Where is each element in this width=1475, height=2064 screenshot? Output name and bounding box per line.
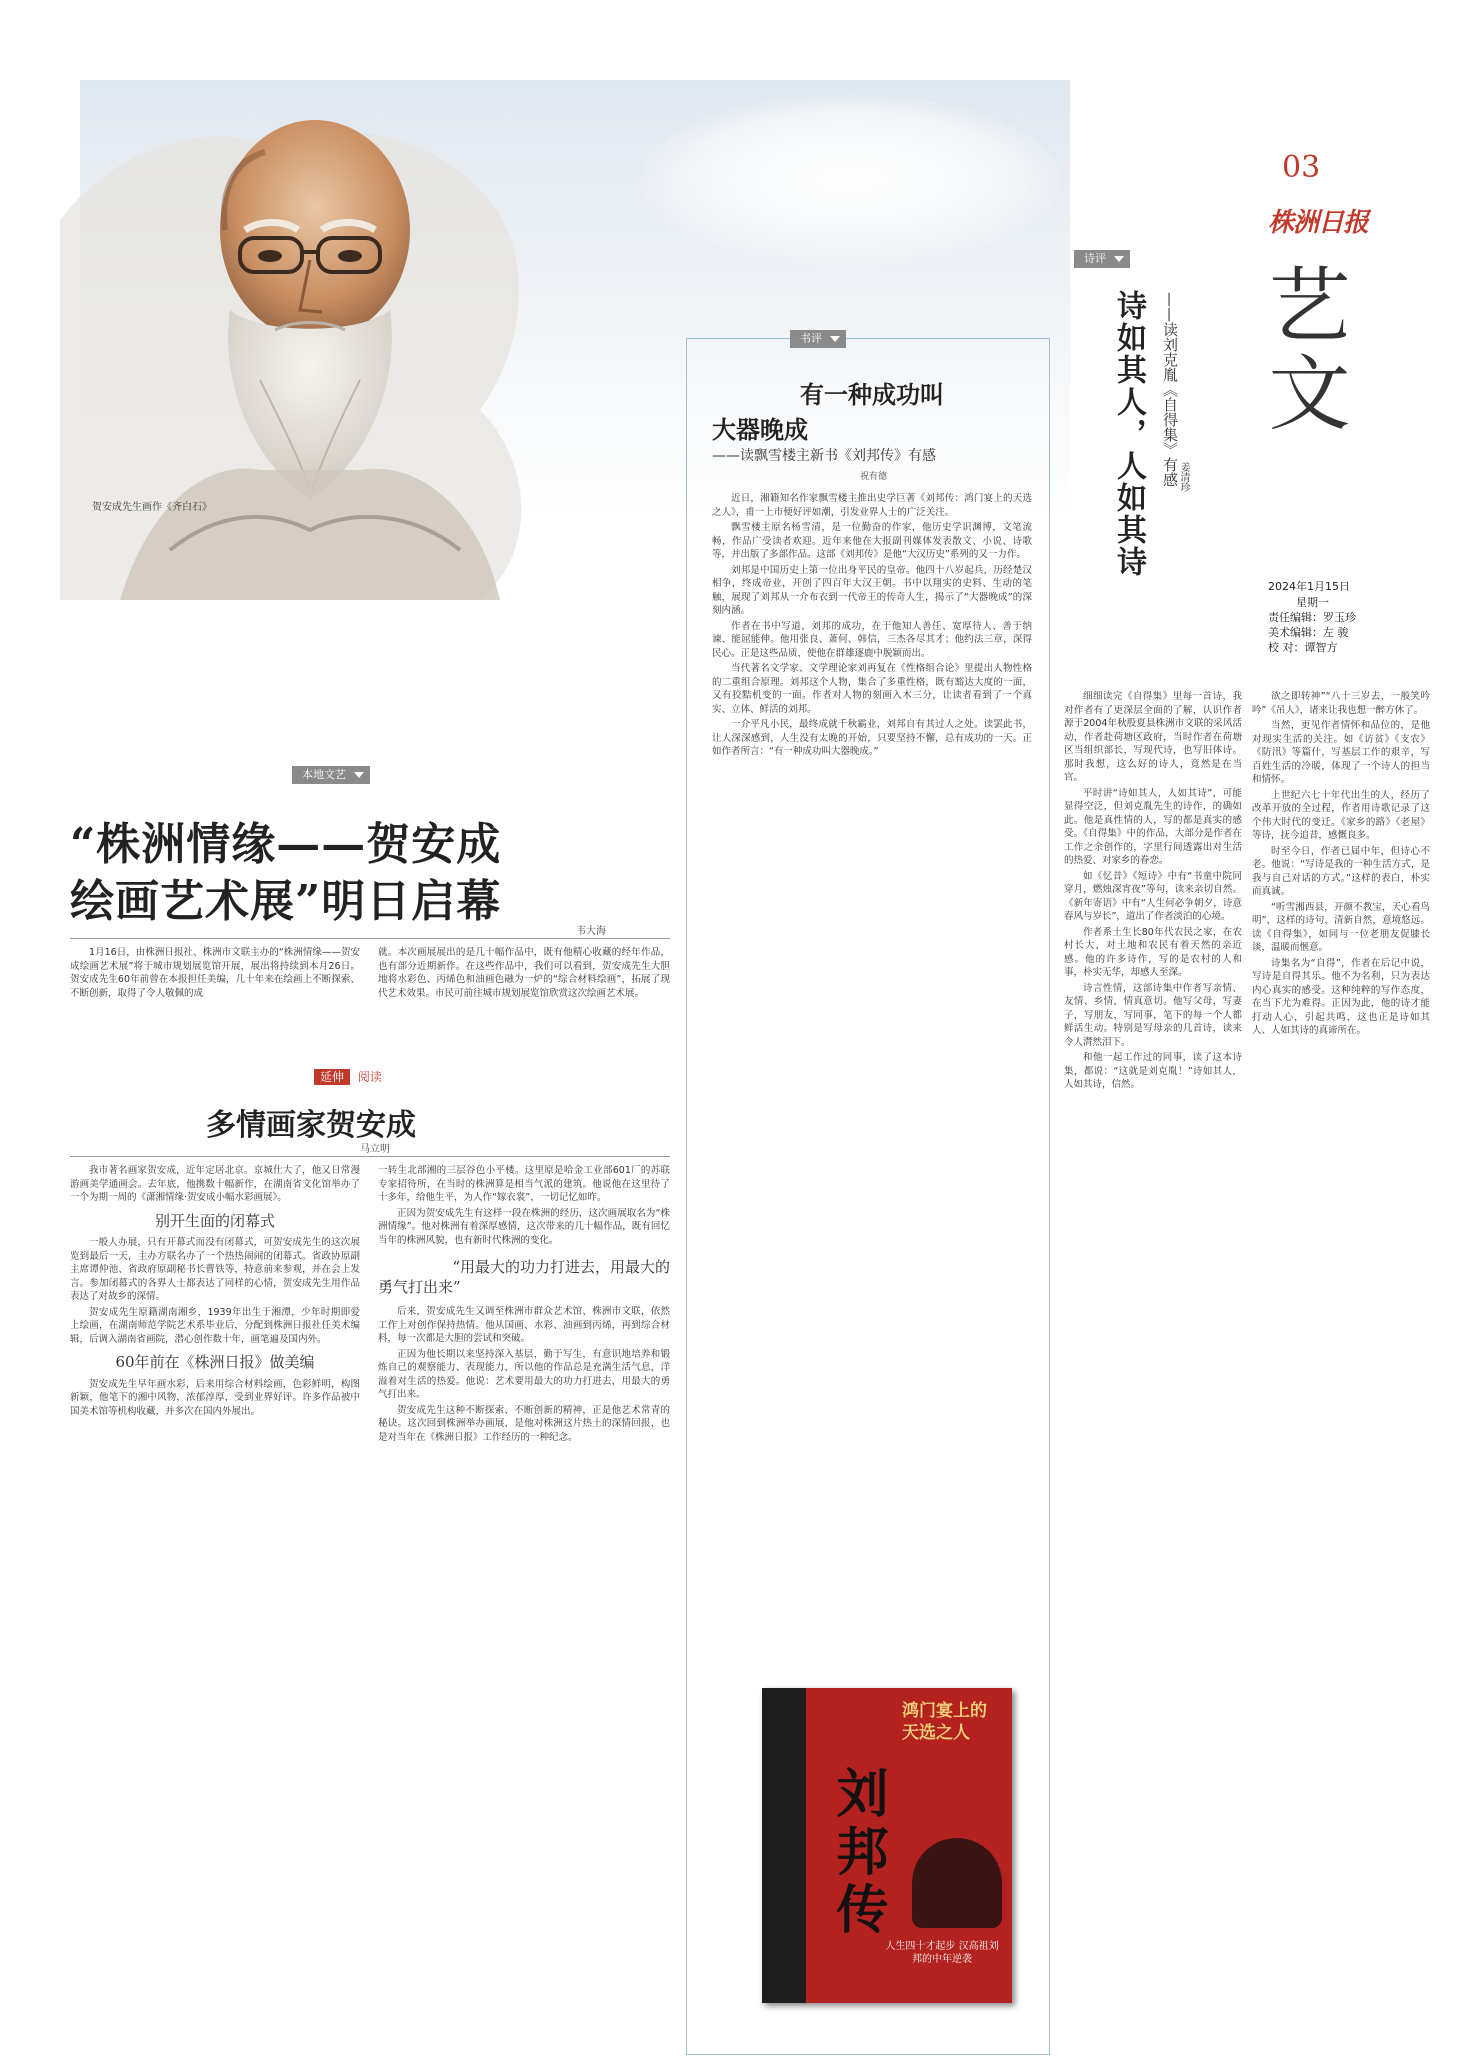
subheading xyxy=(378,1257,670,1297)
poetry-body-col2 xyxy=(1252,690,1430,2050)
paragraph: 欲之即转神”“八十三岁去，一般笑吟吟”《吊人》，诸来让我也想一醉方休了。 xyxy=(1252,691,1430,716)
paragraph: 后来，贺安成先生又调至株洲市群众艺术馆、株洲市文联，依然工作上对创作保持热情。他从国画、水彩、油画到丙烯，再到综合材料，每一次都是大胆的尝试和突破。 xyxy=(378,1306,670,1344)
paragraph: 一般人办展，只有开幕式而没有闭幕式，可贺安成先生的这次展览到最后一天，主办方联名办了一个热热闹闹的闭幕式。省政协原副主席谭仲池、省政府原副秘书长曹铁等，特意前来参观，并在会上发言。参加闭幕式的各界人士都表达了同样的心情，贺安成先生用作品表达了对故乡的深情。 xyxy=(70,1237,360,1302)
banner-cloud xyxy=(640,95,1060,265)
poetry-body-col1 xyxy=(1064,690,1242,2050)
paragraph: 贺安成先生早年画水彩，后来用综合材料绘画，色彩鲜明，构图新颖，他笔下的湘中风物，浓郁淳厚，受到业界好评。许多作品被中国美术馆等机构收藏，并多次在国内外展出。 xyxy=(70,1378,360,1417)
book-title: 刘邦传 xyxy=(827,1766,888,1940)
paragraph: 贺安成先生原籍湖南湘乡，1939年出生于湘潭，少年时期即爱上绘画，在湖南师范学院艺术系毕业后，分配到株洲日报社任美术编辑，后调入湖南省画院，潜心创作数十年，画笔遍及国内外。 xyxy=(70,1306,360,1345)
painter-article-headline: 多情画家贺安成 xyxy=(206,1108,416,1143)
exhibition-headline-2: 绘画艺术展”明日启幕 xyxy=(70,876,502,927)
editors-box xyxy=(1268,610,1356,655)
paragraph: 正因为他长期以来坚持深入基层，勤于写生，有意识地培养和锻炼自己的观察能力、表现能力，所以他的作品总是充满生活气息，洋溢着对生活的热爱。他说：艺术要用最大的功力打进去，用最大的勇气打出来。 xyxy=(378,1348,670,1400)
extended-reading-tag xyxy=(314,1068,386,1085)
paragraph: 作者在书中写道，刘邦的成功，在于他知人善任、宽厚待人、善于纳谏、能屈能伸。他用张良、萧何、韩信，三杰各尽其才；他约法三章，深得民心。正是这些品质，使他在群雄逐鹿中脱颖而出。 xyxy=(712,620,1032,659)
section-tag-local-arts: 本地文艺 xyxy=(292,766,370,784)
exhibition-body-col1 xyxy=(70,946,360,1002)
section-title: 艺文 xyxy=(1255,262,1350,438)
paragraph: 刘邦是中国历史上第一位出身平民的皇帝。他四十八岁起兵，历经楚汉相争，终成帝业，开创了四百年大汉王朝。书中以翔实的史料、生动的笔触，展现了刘邦从一介布衣到一代帝王的传奇人生，揭示了“大器晚成”的深刻内涵。 xyxy=(712,564,1032,616)
section-tag-book-review: 书评 xyxy=(790,330,846,348)
painter-article-divider xyxy=(70,1156,670,1157)
subheading-line: 勇气打出来” xyxy=(378,1278,461,1296)
paragraph: 就。本次画展展出的是几十幅作品中，既有他精心收藏的经年作品，也有部分近期新作。在这些作品中，我们可以看到，贺安成先生大胆地将水彩色、丙烯色和油画色融为一炉的“综合材料绘画”，拓展了现代艺术效果。市民可前往城市规划展览馆欣赏这次绘画艺术展。 xyxy=(378,947,670,999)
paragraph: 一转生北部湘的三层谷色小平楼。这里原是哈金工业部601厂的苏联专家招待所，在当时的株洲算是相当气派的建筑。他说他在这里待了十多年，给他生平，为人作“嫁衣裳”，一切记忆如昨。 xyxy=(378,1165,670,1203)
exhibition-divider xyxy=(70,938,670,939)
paragraph: 近日，湘籍知名作家飘雪楼主推出史学巨著《刘邦传：鸿门宴上的天选之人》，甫一上市便好评如潮，引发业界人士的广泛关注。 xyxy=(712,493,1032,518)
paragraph: 和他一起工作过的同事，读了这本诗集，都说：“这就是刘克胤！”诗如其人，人如其诗，信然。 xyxy=(1064,1052,1242,1090)
page-number: 03 xyxy=(1282,150,1321,185)
paragraph: 正因为贺安成先生有这样一段在株洲的经历，这次画展取名为“株洲情缘”。他对株洲有着深厚感情，这次带来的几十幅作品，既有回忆当年的株洲风貌，也有新时代株洲的变化。 xyxy=(378,1207,670,1246)
paragraph: 时至今日，作者已届中年，但诗心不老。他说：“写诗是我的一种生活方式，是我与自己对话的方式。”这样的表白，朴实而真诚。 xyxy=(1252,845,1430,897)
exhibition-body-col2 xyxy=(378,946,670,1002)
painter-article-col2 xyxy=(378,1164,670,2054)
book-review-subtitle: ——读飘雪楼主新书《刘邦传》有感 xyxy=(712,448,936,464)
paragraph: 上世纪六七十年代出生的人，经历了改革开放的全过程，作者用诗歌记录了这个伟大时代的变迁。《家乡的路》《老屋》等诗，抚今追昔，感慨良多。 xyxy=(1252,789,1430,841)
portrait-caption: 贺安成先生画作《齐白石》 xyxy=(92,502,212,513)
paragraph: 平时讲“诗如其人，人如其诗”，可能显得空泛，但刘克胤先生的诗作，的确如此。他是真性情的人，写的都是真实的感受。《自得集》中的作品，大部分是作者在工作之余创作的，字里行间透露出对生活的热爱、对家乡的眷恋。 xyxy=(1064,787,1242,866)
paragraph: 诗言性情，这部诗集中作者写亲情、友情、乡情，情真意切。他写父母，写妻子，写朋友，写同事，笔下的每一个人都鲜活生动。特别是写母亲的几首诗，读来令人潸然泪下。 xyxy=(1064,982,1242,1048)
paragraph: 我市著名画家贺安成，近年定居北京。京城仕大了，他又日常漫游画美学通画会。去年底，他携数十幅新作，在湖南省文化馆举办了一个为期一周的《潇湘情缘·贺安成小幅水彩画展》。 xyxy=(70,1165,360,1203)
editor-line: 校 对：谭智方 xyxy=(1268,641,1338,654)
exhibition-byline: 韦大海 xyxy=(576,926,606,937)
paragraph: 当然，更见作者情怀和品位的，是他对现实生活的关注。如《访贫》《支农》《防汛》等篇什，写基层工作的艰辛，写百姓生活的冷暖，体现了一个诗人的担当和情怀。 xyxy=(1252,720,1430,785)
book-review-byline: 祝有德 xyxy=(860,472,888,482)
subheading-line: “用最大的功力打进去，用最大的 xyxy=(452,1258,670,1276)
issue-date: 2024年1月15日 xyxy=(1268,580,1350,593)
poetry-subtitle: ——读刘克胤《自得集》有感 xyxy=(1161,292,1179,487)
issue-weekday: 星期一 xyxy=(1296,596,1329,609)
portrait-painting xyxy=(60,80,560,600)
book-warrior-figure xyxy=(912,1838,1002,1928)
book-spine xyxy=(762,1688,806,2003)
subheading: 别开生面的闭幕式 xyxy=(154,1211,275,1230)
paragraph: 作者系土生长80年代农民之家，在农村长大，对土地和农民有着天然的亲近感。他的许多诗作，写的是农村的人和事，朴实无华，却感人至深。 xyxy=(1064,926,1242,978)
book-review-headline-2: 大器晚成 xyxy=(712,415,808,444)
poetry-byline: 姜清珍 xyxy=(1178,462,1189,492)
paper-name: 株洲日报 xyxy=(1268,208,1369,238)
paragraph: 贺安成先生这种不断探索、不断创新的精神，正是他艺术常青的秘诀。这次回到株洲举办画展，是他对株洲这片热土的深情回报，也是对当年在《株洲日报》工作经历的一种纪念。 xyxy=(378,1404,670,1443)
paragraph: 细细读完《自得集》里每一首诗，我对作者有了更深层全面的了解，认识作者源于2004年秋股夏县株洲市文联的采风活动，作者赴荷塘区政府，当时作者在荷塘区当组织部长，写现代诗，也写旧体诗。那时我想，这么好的诗人，竟然是在当官。 xyxy=(1064,691,1242,783)
paragraph: 1月16日，由株洲日报社、株洲市文联主办的“株洲情缘——贺安成绘画艺术展”将于城市规划展览馆开展，展出将持续到本月26日。贺安成先生60年前曾在本报担任美编，几十年来在绘画上不断探索、不断创新，取得了令人敬佩的成 xyxy=(70,947,360,999)
book-tagline: 人生四十才起步 汉高祖刘邦的中年逆袭 xyxy=(885,1941,999,1965)
subheading: 60年前在《株洲日报》做美编 xyxy=(115,1353,315,1371)
editor-line: 责任编辑：罗玉珍 xyxy=(1268,611,1356,624)
book-review-headline-1: 有一种成功叫 xyxy=(800,380,944,409)
paragraph: 当代著名文学家、文学理论家刘再复在《性格组合论》里提出人物性格的二重组合原理。刘邦这个人物，集合了多重性格，既有豁达大度的一面，又有狡黠机变的一面。作者对人物的刻画入木三分，让读者看到了一个真实、立体、鲜活的刘邦。 xyxy=(712,663,1032,715)
paragraph: 如《忆昔》《短诗》中有“书童中院同穿月，燃烛深宵夜”等句，读来亲切自然。《新年寄语》中有“人生何必争朝夕，诗意春风与岁长”，道出了作者淡泊的心境。 xyxy=(1064,870,1242,922)
section-tag-poetry: 诗评 xyxy=(1074,250,1130,268)
extended-reading-tag-label: 阅读 xyxy=(357,1070,382,1084)
painter-article-byline: 马立明 xyxy=(360,1144,390,1155)
book-cover xyxy=(762,1688,1012,2003)
paragraph: 一介平凡小民，最终成就千秋霸业，刘邦自有其过人之处。读罢此书，让人深深感到，人生没有太晚的开始，只要坚持不懈，总有成功的一天。正如作者所言：“有一种成功叫大器晚成。” xyxy=(712,719,1032,757)
paragraph: 诗集名为“自得”，作者在后记中说，写诗是自得其乐。他不为名利，只为表达内心真实的感受。这种纯粹的写作态度，在当下尤为难得。正因为此，他的诗才能打动人心，引起共鸣，这也正是诗如其人、人如其诗的真谛所在。 xyxy=(1252,957,1430,1036)
editor-line: 美术编辑：左 骏 xyxy=(1268,626,1349,639)
poetry-headline: 诗如其人，人如其诗 xyxy=(1111,290,1146,578)
book-subtitle: 鸿门宴上的天选之人 xyxy=(902,1701,987,1743)
book-review-body xyxy=(712,492,1032,1622)
paragraph: 飘雪楼主原名杨雪清，是一位勤奋的作家，他历史学识渊博，文笔流畅，作品广受读者欢迎。近年来他在大报副刊媒体发表散文、小说、诗歌等，并出版了多部作品。这部《刘邦传》是他“大汉历史”系列的又一力作。 xyxy=(712,522,1032,560)
paragraph: “听雪湘西县，开颜不教宝，天心看鸟明”，这样的诗句，清新自然，意境悠远。读《自得集》，如同与一位老朋友促膝长谈，温暖而惬意。 xyxy=(1252,901,1430,953)
extended-reading-tag-prefix: 延伸 xyxy=(314,1069,350,1085)
exhibition-headline-1: “株洲情缘——贺安成 xyxy=(70,819,502,870)
painter-article-col1 xyxy=(70,1164,360,2054)
